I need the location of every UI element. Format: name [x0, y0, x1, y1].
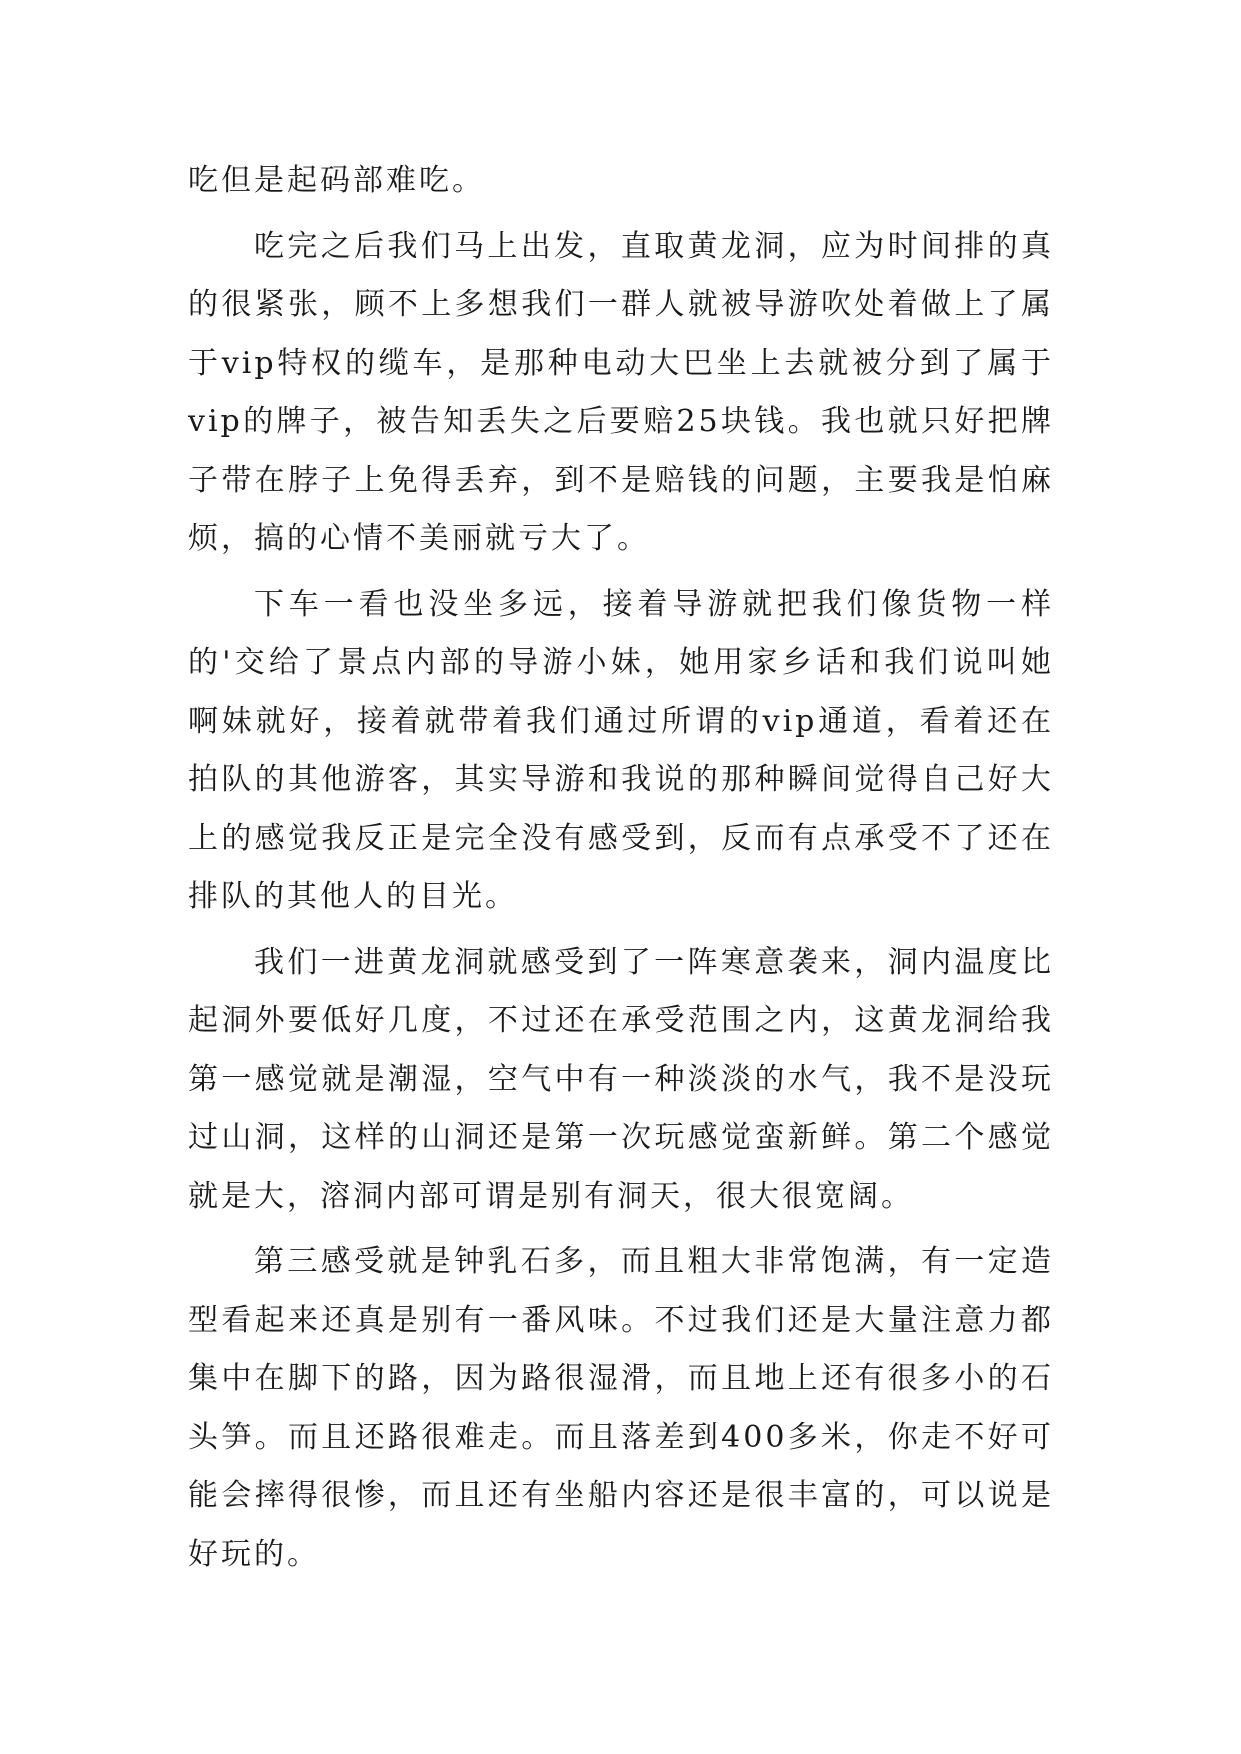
paragraph-2: 吃完之后我们马上出发，直取黄龙洞，应为时间排的真的很紧张，顾不上多想我们一群人就被导游吹处着做上了属于vip特权的缆车，是那种电动大巴坐上去就被分到了属于vip的牌子，被告知丢失之后要赔25块钱。我也就只好把牌子带在脖子上免得丢弃，到不是赔钱的问题，主要我是怕麻烦，搞的心情不美丽就亏大了。	[188, 228, 1054, 556]
paragraph-3: 下车一看也没坐多远，接着导游就把我们像货物一样的'交给了景点内部的导游小妹，她用家乡话和我们说叫她啊妹就好，接着就带着我们通过所谓的vip通道，看着还在拍队的其他游客，其实导游和我说的那种瞬间觉得自己好大上的感觉我反正是完全没有感受到，反而有点承受不了还在排队的其他人的目光。	[188, 586, 1054, 914]
paragraph-5: 第三感受就是钟乳石多，而且粗大非常饱满，有一定造型看起来还真是别有一番风味。不过我们还是大量注意力都集中在脚下的路，因为路很湿滑，而且地上还有很多小的石头笋。而且还路很难走。而且落差到400多米，你走不好可能会摔得很惨，而且还有坐船内容还是很丰富的，可以说是好玩的。	[188, 1244, 1054, 1572]
document-body	[188, 152, 1054, 1584]
paragraph-4: 我们一进黄龙洞就感受到了一阵寒意袭来，洞内温度比起洞外要低好几度，不过还在承受范围之内，这黄龙洞给我第一感觉就是潮湿，空气中有一种淡淡的水气，我不是没玩过山洞，这样的山洞还是第一次玩感觉蛮新鲜。第二个感觉就是大，溶洞内部可谓是别有洞天，很大很宽阔。	[188, 944, 1054, 1214]
paragraph-1: 吃但是起码部难吃。	[188, 163, 485, 198]
